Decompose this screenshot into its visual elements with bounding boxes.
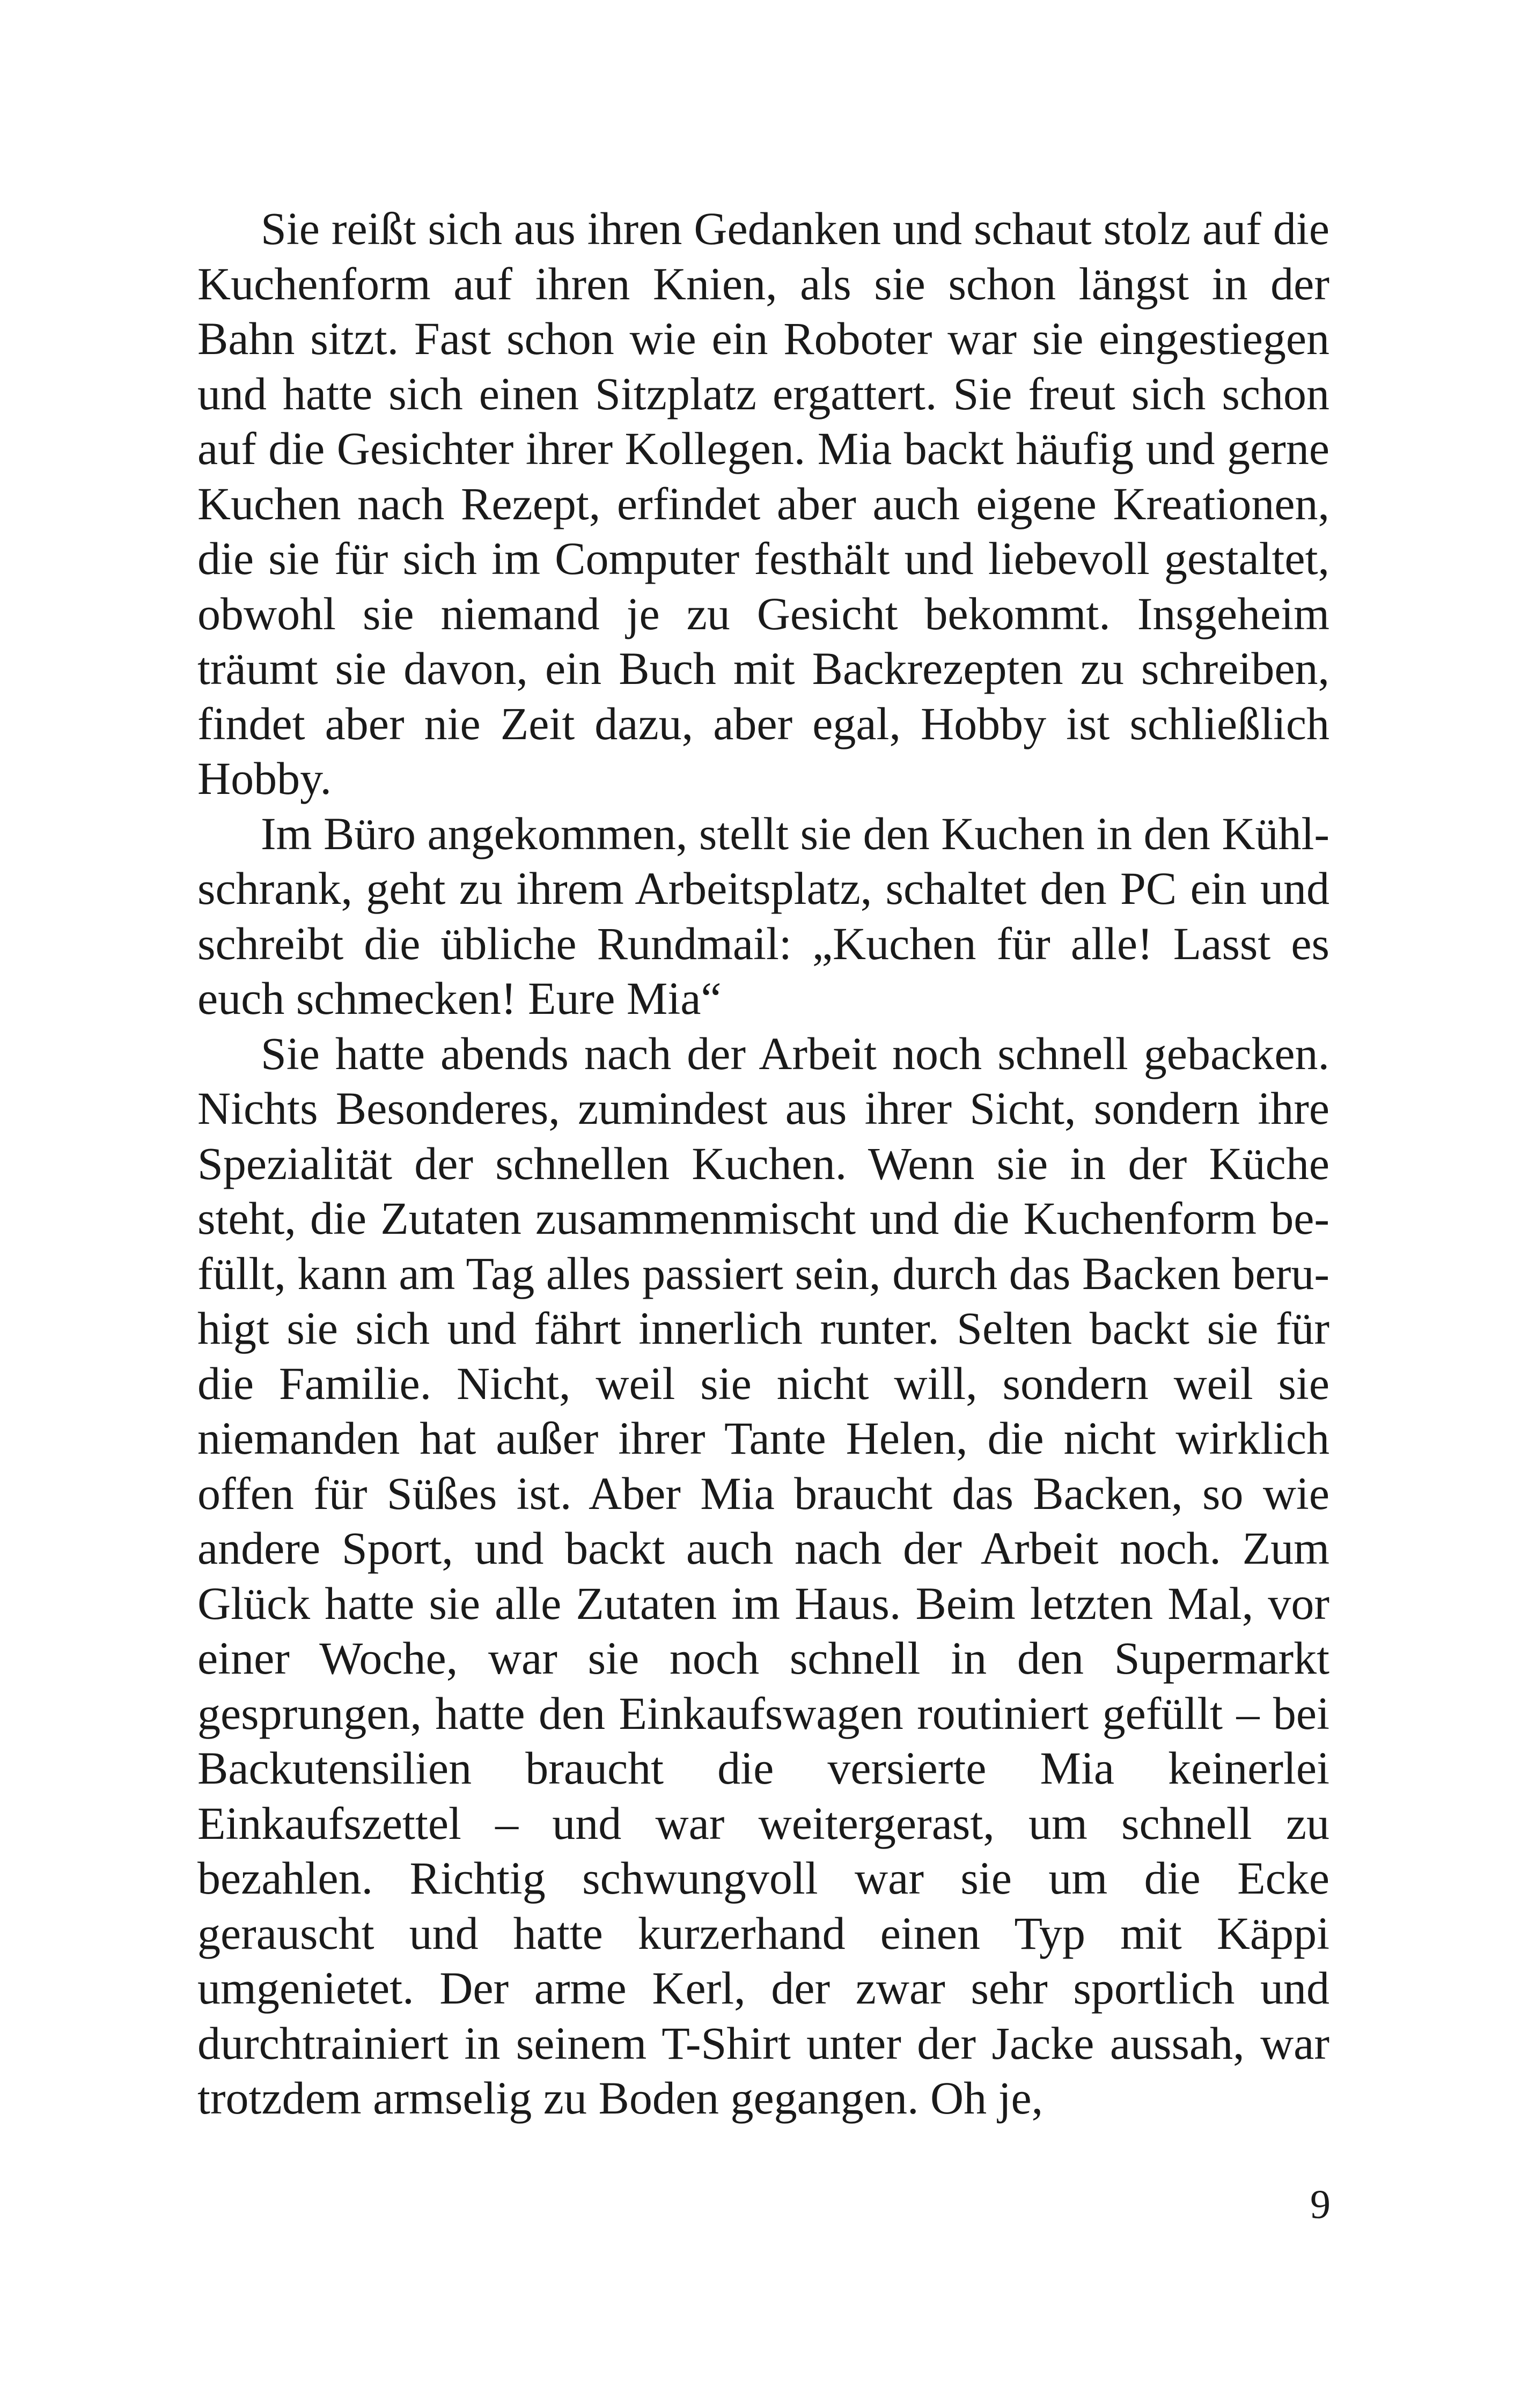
- page-number: 9: [1310, 2182, 1331, 2227]
- paragraph-3: Sie hatte abends nach der Arbeit noch schnell gebacken. Nichts Besonderes, zumindest aus ihrer Sicht, sondern ihre Spezialität der schnellen Kuchen. Wenn sie in der Küche steht, die Zutaten zusammenmischt und die Kuchenform befüllt, kann am Tag alles passiert sein, durch das Backen beruhigt sie sich und fährt innerlich runter. Selten backt sie für die Familie. Nicht, weil sie nicht will, sondern weil sie niemanden hat außer ihrer Tante Helen, die nicht wirklich offen für Süßes ist. Aber Mia braucht das Backen, so wie andere Sport, und backt auch nach der Arbeit noch. Zum Glück hatte sie alle Zutaten im Haus. Beim letzten Mal, vor einer Woche, war sie noch schnell in den Supermarkt gesprungen, hatte den Einkaufswagen routiniert gefüllt – bei Backutensilien braucht die versierte Mia keinerlei Einkaufszettel – und war weitergerast, um schnell zu bezahlen. Richtig schwungvoll war sie um die Ecke gerauscht und hatte kurzerhand einen Typ mit Käppi umgenietet. Der arme Kerl, der zwar sehr sportlich und durchtrainiert in seinem T-Shirt unter der Jacke aussah, war trotzdem armselig zu Boden gegangen. Oh je,: [197, 1027, 1329, 2124]
- paragraph-1: Sie reißt sich aus ihren Gedanken und schaut stolz auf die Kuchenform auf ihren Knien, als sie schon längst in der Bahn sitzt. Fast schon wie ein Roboter war sie eingestiegen und hatte sich einen Sitzplatz ergattert. Sie freut sich schon auf die Gesichter ihrer Kollegen. Mia backt häufig und gerne Kuchen nach Rezept, erfindet aber auch eigene Kreationen, die sie für sich im Computer festhält und liebevoll gestaltet, obwohl sie niemand je zu Gesicht bekommt. Insgeheim träumt sie davon, ein Buch mit Backrezepten zu schreiben, findet aber nie Zeit dazu, aber egal, Hobby ist schließlich Hobby.: [197, 203, 1329, 804]
- body-text: [197, 201, 1329, 2126]
- paragraph-2: Im Büro angekommen, stellt sie den Kuchen in den Kühlschrank, geht zu ihrem Arbeitsplatz, schaltet den PC ein und schreibt die übliche Rundmail: „Kuchen für alle! Lasst es euch schmecken! Eure Mia“: [197, 807, 1329, 1024]
